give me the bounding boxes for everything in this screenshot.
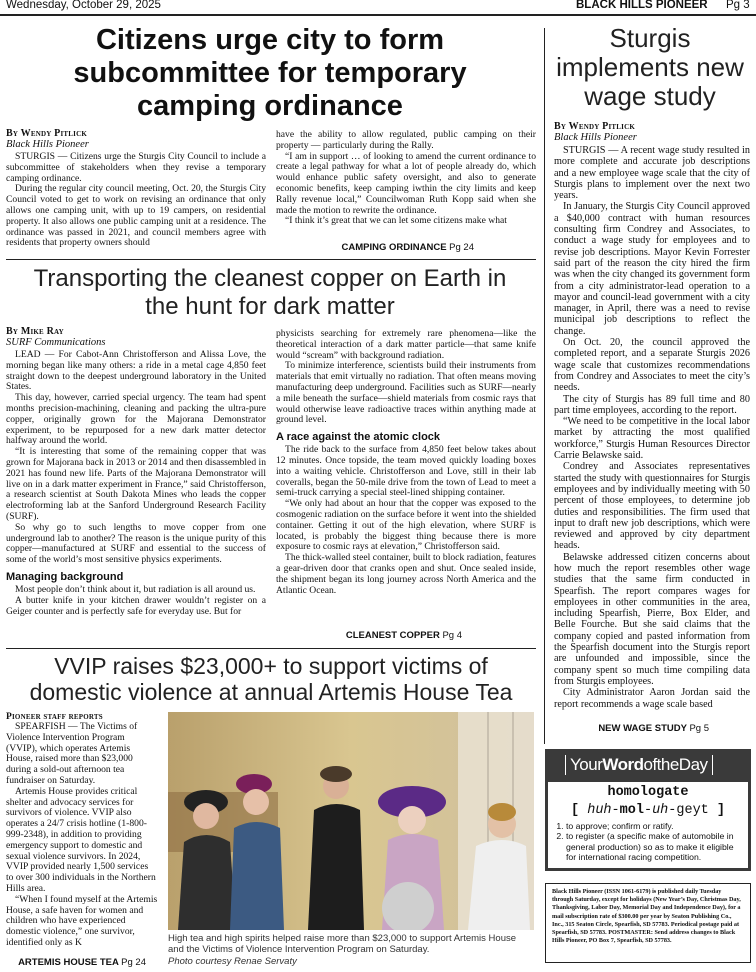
wotd-pron-close: ] xyxy=(708,803,725,818)
wotd-pron-c: uh xyxy=(652,803,669,818)
copper-col1b-body xyxy=(6,585,266,617)
paragraph: have the ability to allow regulated, public camping on their property — particularly during the Rally. xyxy=(276,129,536,151)
paragraph: Belawske addressed citizen concerns about how much the report resembles other wage studies that the same firm conducted in Spearfish. The report compares wages for employees in other communities in the area, including Spearfish, Pierre, Box Elder, and Belle Fourche. But she said claims that the company copied and pasted information from the Spearfish document into the Sturgis report are unfounded and impossible, since the company spent so much time compiling data from Sturgis employees. xyxy=(554,551,750,687)
wage-source: Black Hills Pioneer xyxy=(554,132,637,143)
paragraph: Condrey and Associates representatives started the study with questionnaires for Sturgis employees and by individually meeting with 50 percent of those employees, to determine job duties and responsibilities. The firm used that input to draft new job descriptions, which were reviewed and approved by city department heads. xyxy=(554,461,750,552)
camping-col2-body xyxy=(276,130,536,227)
camping-col1-body xyxy=(6,152,266,249)
copper-col2-body xyxy=(276,329,536,426)
publication-notice-text: Black Hills Pioneer (ISSN 1061-6179) is published daily Tuesday through Saturday, except for holidays (New Year’s Day, Christmas Day, Thanksgiving, Labor Day, Memorial Day and Independence Day), for a mail subscription rate of $300.00 per year by Seaton Publishing Co., Inc., 315 Seaton Circle, Spearfish, SD 57783. Periodical postage paid at Spearfish, SD 57783. POSTMASTER: Send address changes to Black Hills Pioneer, PO Box 7, Spearfish, SD 57783. xyxy=(552,888,741,945)
vvip-byline: Pioneer staff reports xyxy=(6,712,103,722)
publication-notice xyxy=(545,883,751,963)
wage-jump-page[interactable]: Pg 5 xyxy=(689,723,709,734)
paragraph: “When I found myself at the Artemis House, a safe haven for women and children who have experienced domestic violence,” one survivor, identified only as K xyxy=(6,893,158,948)
photo-illustration xyxy=(168,712,534,930)
wotd-word: homologate xyxy=(607,785,689,800)
wotd-pron-sep: - xyxy=(668,803,677,818)
wage-body xyxy=(554,145,750,710)
paragraph: During the regular city council meeting, Oct. 20, the Sturgis City Council voted to get to work on revising an ordinance that only allows one camping unit, with up to 19 campers, on residential property. It also allows one public camping unit at a residence. The ordinance was passed in 2021, and council members agree with residents that property owners should xyxy=(6,183,266,249)
wotd-definition: 2. to register (a specific make of automobile in general production) so as to make it eligible for international racing competition. xyxy=(566,831,738,862)
wotd-pron-sep: - xyxy=(611,803,620,818)
camping-headline[interactable]: Citizens urge city to form subcommittee for temporary camping ordinance xyxy=(73,24,467,122)
header-rule xyxy=(0,14,756,16)
paragraph: physicists searching for extremely rare phenomena—like the theoretical interaction of a dark matter particle—that same knife would “scream” with background radiation. xyxy=(276,328,536,361)
paragraph: Artemis House provides critical shelter and advocacy services for survivors of violence. VVIP also operates a 24/7 crisis hotline (1-800-999-2348), in addition to providing emergency support to domestic and sexual violence survivors. In 2024, VVIP provided nearly 1,500 services to over 300 individuals in the Northern Hills area. xyxy=(6,785,156,894)
paragraph: STURGIS — Citizens urge the Sturgis City Council to include a subcommittee of stakeholders when they revise a temporary camping ordinance. xyxy=(6,151,266,184)
wotd-banner xyxy=(565,755,713,775)
photo-caption: High tea and high spirits helped raise more than $23,000 to support Artemis House and the Victims of Violence Intervention Program on Saturday. xyxy=(168,933,517,955)
vvip-jump-label[interactable]: ARTEMIS HOUSE TEA xyxy=(18,957,119,968)
copper-subhead-race: A race against the atomic clock xyxy=(276,431,441,444)
wage-headline[interactable]: Sturgis implements new wage study xyxy=(556,23,744,111)
copper-byline: By Mike Ray xyxy=(6,326,64,337)
camping-byline: By Wendy Pitlick xyxy=(6,128,87,139)
vvip-headline[interactable]: VVIP raises $23,000+ to support victims of domestic violence at annual Artemis House Tea xyxy=(29,653,513,705)
photo-credit: Photo courtesy Renae Servaty xyxy=(168,956,297,967)
wotd-banner-word: Word xyxy=(602,755,644,774)
wage-column xyxy=(554,121,750,710)
paragraph: “It is interesting that some of the remaining copper that was grown for Majorana back in 2013 or 2014 and then disassembled in 2021 has found new life. Parts of the Majorana Demonstrator will live on in a dark matter experiment in France,” said Christofferson, a research scientist at South Dakota Mines who leads the copper electroforming lab at the Sanford Underground Research Facility (SURF). xyxy=(6,446,266,522)
vvip-col1 xyxy=(6,712,158,949)
wotd-definitions xyxy=(548,821,738,862)
camping-source: Black Hills Pioneer xyxy=(6,139,89,150)
paragraph: “We only had about an hour that the copper was exposed to the cosmogenic radiation on the surface before it went into the shielded container. Getting it out of the high elevation, where SURF is located, is probably the biggest thing because there is more exposure to cosmic rays at elevation,” Christofferson said. xyxy=(276,498,537,553)
copper-col1-body xyxy=(6,350,266,566)
artemis-tea-photo xyxy=(168,712,534,930)
paragraph: A butter knife in your kitchen drawer wouldn’t register on a Geiger counter and is perfectly safe for everyday use. But for xyxy=(6,594,266,617)
paragraph: This day, however, carried special urgency. The team had spent months precision-machining, cleaning and packing the ultra-pure copper, originally grown for the Majorana Demonstrator experiment, to be repurposed for a new dark matter detector halfway around the world. xyxy=(6,392,266,447)
wotd-pron-open: [ xyxy=(571,803,588,818)
wotd-pronunciation xyxy=(548,803,748,818)
paragraph: STURGIS — A recent wage study resulted in more complete and accurate job descriptions and a new employee wage scale that the city of Sturgis plans to implement over the next two years. xyxy=(554,145,750,202)
header-page-number: Pg 3 xyxy=(726,0,750,11)
paragraph: “I think it’s great that we can let some citizens make what xyxy=(285,215,507,227)
paragraph: The city of Sturgis has 89 full time and 80 part time employees, according to the report. xyxy=(554,393,750,416)
copper-jump[interactable] xyxy=(276,630,462,641)
section-rule xyxy=(6,259,536,260)
copper-jump-label[interactable]: CLEANEST COPPER xyxy=(345,630,440,641)
camping-col2 xyxy=(276,130,536,227)
copper-col1 xyxy=(6,326,266,617)
wotd-pron-b: mol xyxy=(619,803,644,818)
paragraph: City Administrator Aaron Jordan said the report recommends a wage scale based xyxy=(554,687,750,710)
header-paper-name: BLACK HILLS PIONEER xyxy=(576,0,708,11)
camping-jump[interactable] xyxy=(276,242,474,253)
paragraph: So why go to such lengths to move copper from one underground lab to another? The reason is the unique purity of this copper—manufactured at SURF and essential to the success of some of the world’s most sensitive physics experiments. xyxy=(6,521,266,566)
vvip-jump-page[interactable]: Pg 24 xyxy=(121,957,146,968)
paragraph: The ride back to the surface from 4,850 feet below takes about 12 minutes. Once topside, the team moved quickly loading boxes into a waiting vehicle. Christofferson and Love, still in their lab coveralls, began the 50-mile drive from the town of Lead to meet a semi-truck carrying a special steel-lined shipping container. xyxy=(276,444,536,499)
column-divider xyxy=(544,28,545,744)
paragraph: “We need to be competitive in the local labor market by attracting the most qualified workforce,” Sturgis Human Resources Director Carrie Belawske said. xyxy=(554,416,750,462)
camping-jump-page[interactable]: Pg 24 xyxy=(449,242,474,253)
paragraph: In January, the Sturgis City Council approved a $40,000 contract with human resources consulting firm Condrey and Associates, to conduct a wage study for employees and to revise job descriptions. Mayor Kevin Forrester said part of the reason the city hired the firm was when the city changed its government form from a city administrator-lead operation to a mayor and council-lead government with a city manager, in April, there was a need to revise municipal job descriptions to reflect the change. xyxy=(554,201,750,337)
wotd-pron-a: huh xyxy=(587,803,612,818)
paragraph: LEAD — For Cabot-Ann Christofferson and Alissa Love, the morning began like many others: a ride in a metal cage 4,850 feet straight down to the deepest underground laboratory in the United States. xyxy=(6,349,266,393)
section-rule xyxy=(6,648,536,649)
copper-jump-page[interactable]: Pg 4 xyxy=(442,630,462,641)
wotd-pron-sep: - xyxy=(643,803,653,818)
vvip-jump[interactable] xyxy=(6,957,146,968)
wotd-definition: 1. to approve; confirm or ratify. xyxy=(566,821,738,831)
header-date: Wednesday, October 29, 2025 xyxy=(6,0,161,11)
copper-col2b-body xyxy=(276,445,536,596)
paragraph: “I am in support … of looking to amend the current ordinance to create a legal pathway for what a lot of people already do, which would enhance public safety oversight, and also to generate economic benefits, keep camping iwthin the city limits and keep Rally revenue local,” Councilwoman Ruth Kopp said when she made the motion to rewrite the ordinance. xyxy=(276,150,536,216)
paragraph: Most people don’t think about it, but radiation is all around us. xyxy=(15,583,256,595)
wotd-banner-pre: Your xyxy=(570,755,603,774)
paragraph: To minimize interference, scientists build their instruments from materials that emit virtually no radiation. That often means moving manufacturing deep underground. Facilities such as SURF—nearly a mile beneath the surface—shield materials from cosmic rays that would otherwise leave radioactive traces within anything made at ground level. xyxy=(276,360,536,426)
wage-jump-label[interactable]: NEW WAGE STUDY xyxy=(598,723,687,734)
copper-col2 xyxy=(276,329,536,596)
copper-source: SURF Communications xyxy=(6,337,106,348)
copper-subhead-background: Managing background xyxy=(6,570,124,583)
paragraph: On Oct. 20, the council approved the completed report, and a separate Sturgis 2026 wage scale that customizes recommendations from Condrey and Associates to meet the city’s needs. xyxy=(554,337,750,394)
camping-col1 xyxy=(6,128,266,249)
wotd-banner-post: oftheDay xyxy=(643,755,708,774)
camping-jump-label[interactable]: CAMPING ORDINANCE xyxy=(341,242,447,253)
vvip-body xyxy=(6,722,158,949)
wotd-pron-d: geyt xyxy=(676,803,709,818)
paragraph: SPEARFISH — The Victims of Violence Intervention Program (VVIP), which operates Artemis House, raised more than $23,000 during a sold-out afternoon tea fundraiser on Saturday. xyxy=(6,721,138,786)
wage-byline: By Wendy Pitlick xyxy=(554,121,635,132)
paragraph: The thick-walled steel container, built to block radiation, features a gear-driven door that cranks open and shut. Once sealed inside, the shipment began its long journey across North America and the Atlantic Ocean. xyxy=(276,552,536,596)
wage-jump[interactable] xyxy=(554,723,709,734)
word-of-the-day-box xyxy=(545,749,751,871)
wotd-card xyxy=(548,782,748,868)
copper-headline[interactable]: Transporting the cleanest copper on Earth in the hunt for dark matter xyxy=(33,265,507,320)
